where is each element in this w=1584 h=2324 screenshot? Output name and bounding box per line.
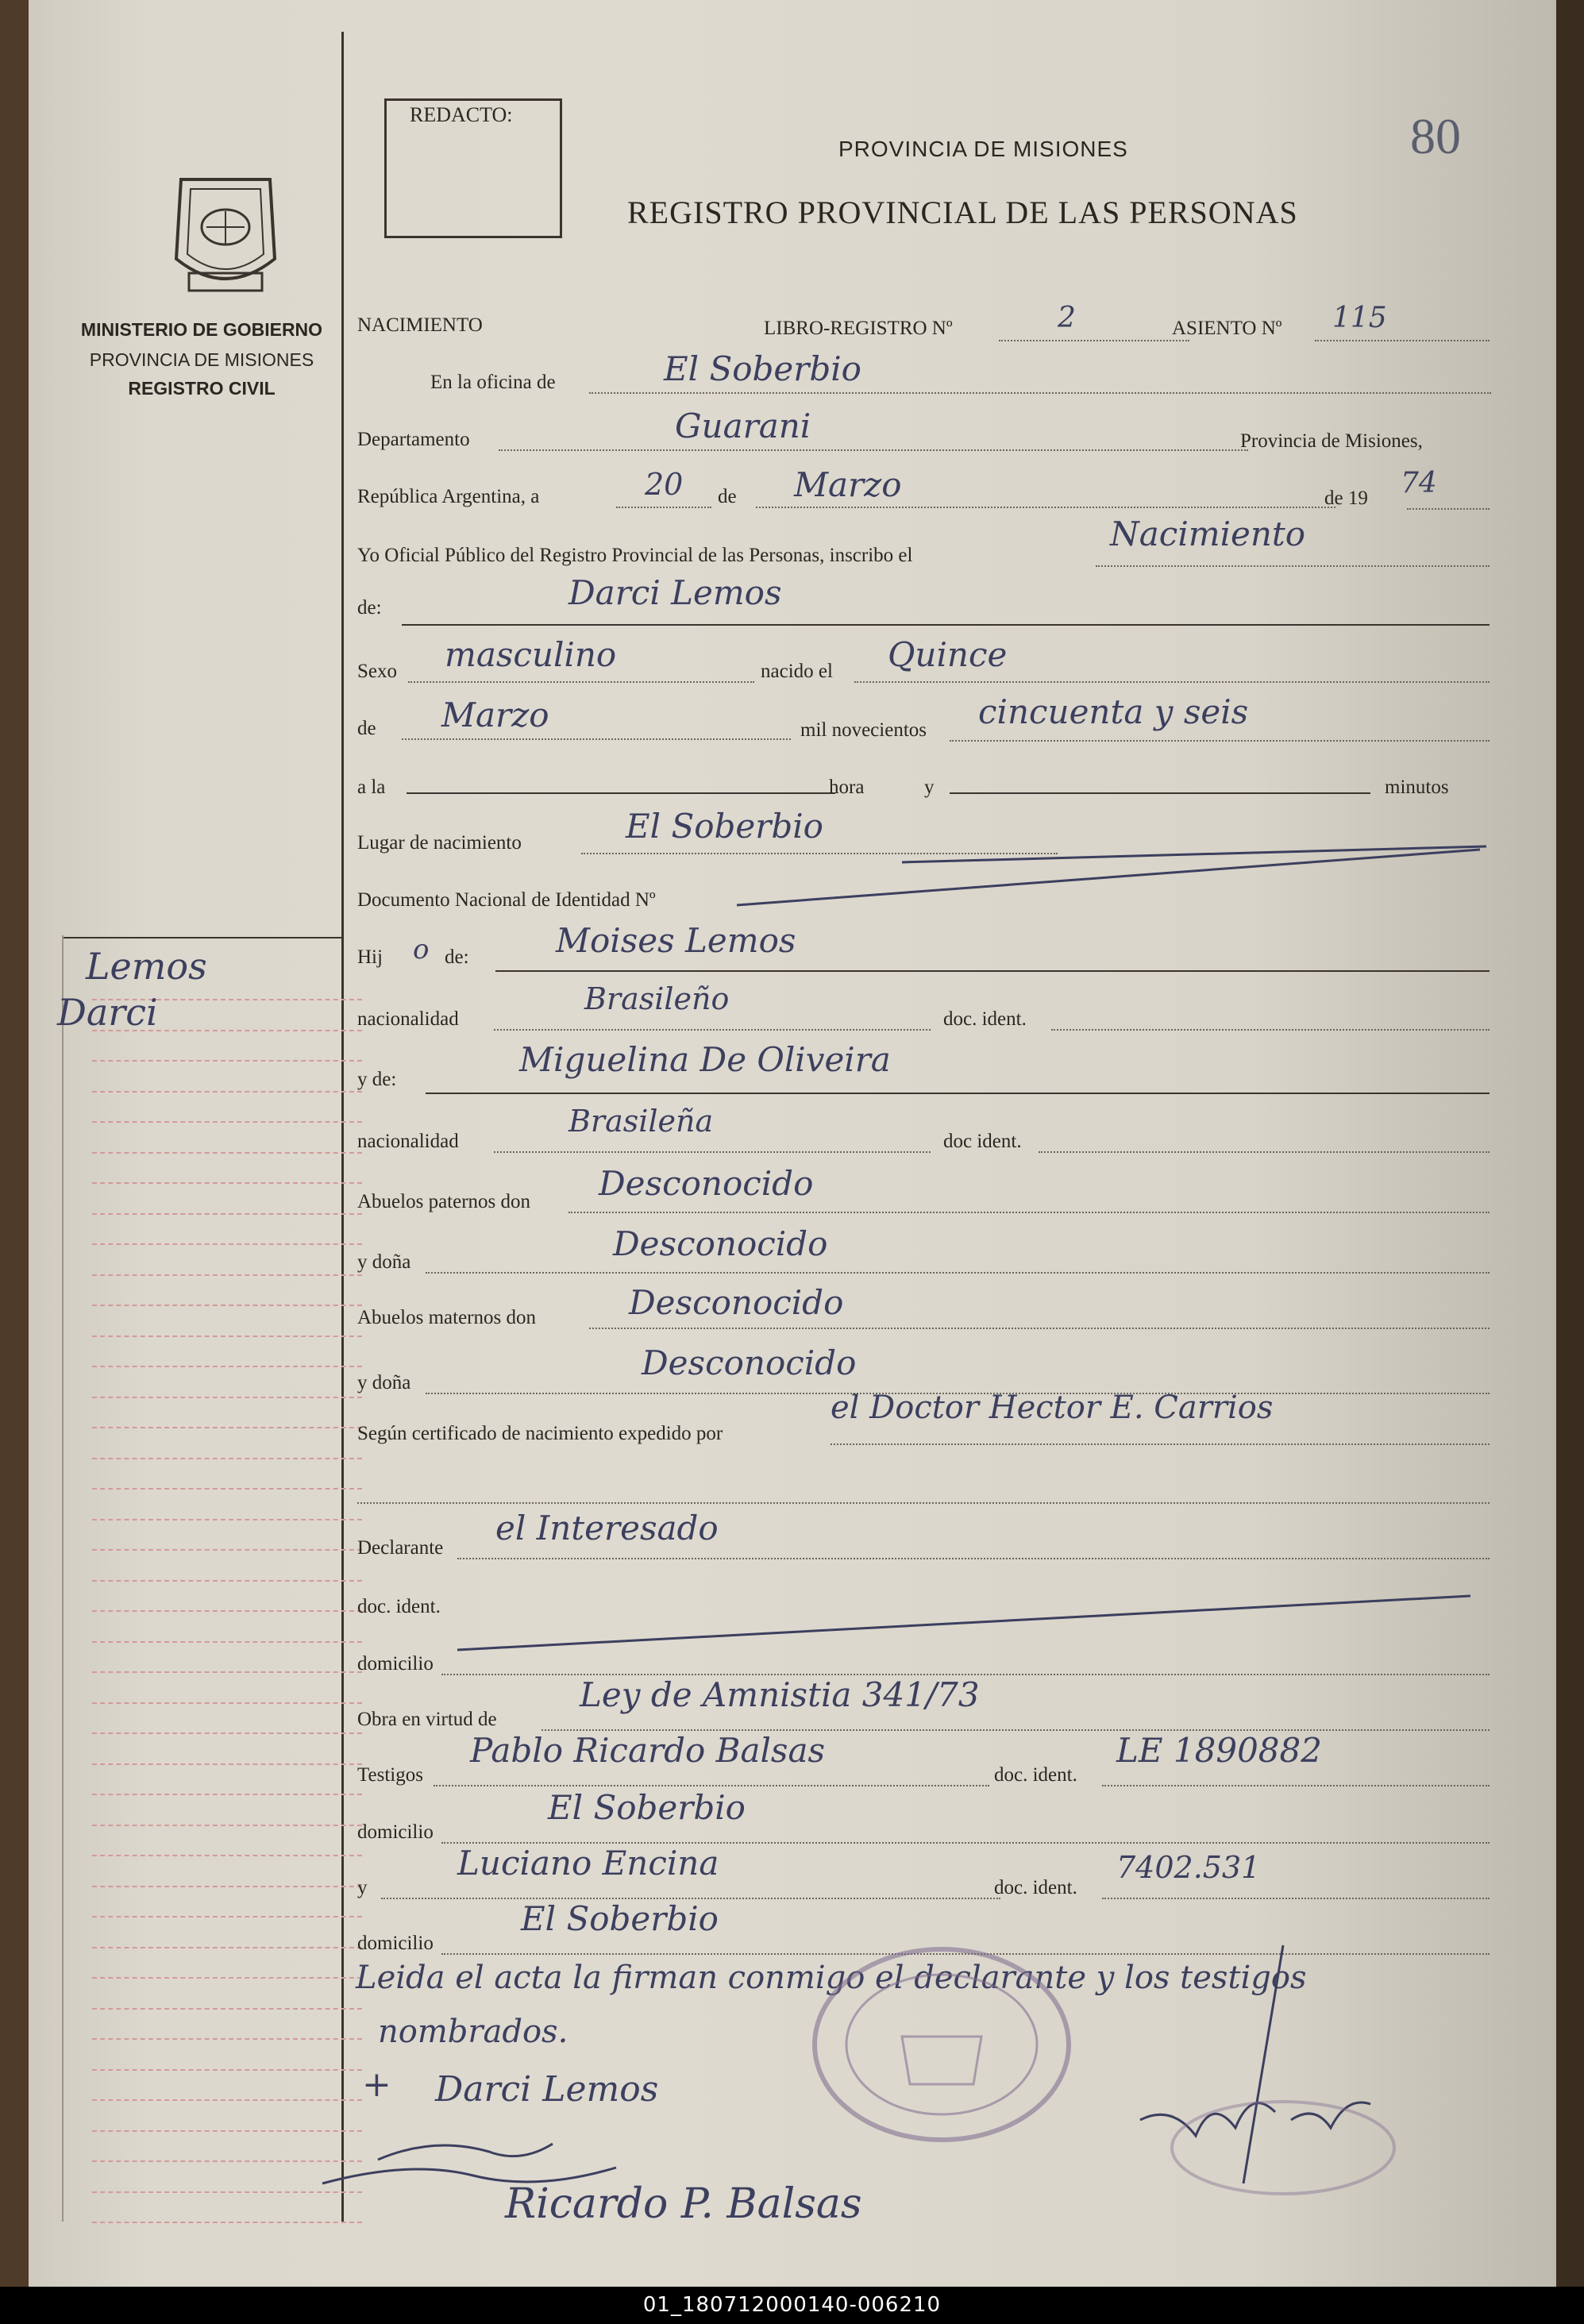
margin-rule-line [92,1182,362,1184]
hora-line [407,792,835,794]
margin-rule-line [92,1305,362,1306]
book-page-edge [1556,0,1584,2287]
minutos-label: minutos [1385,777,1449,798]
nacido-label: nacido el [761,661,833,682]
testigo2-dom-value: El Soberbio [521,1899,719,1938]
abuela-pat-value: Desconocido [613,1224,828,1263]
closing-line-1: Leida el acta la firman conmigo el declarante y los testigos [356,1960,1307,1996]
province-title: PROVINCIA DE MISIONES [838,137,1128,161]
margin-top-rule [64,937,341,938]
margin-rule-line [92,1732,362,1734]
ministry-line-2: PROVINCIA DE MISIONES [89,349,314,370]
oficina-value: El Soberbio [664,349,861,388]
testigo2-doc-line [1102,1898,1490,1899]
margin-note-surname: Lemos [86,945,207,988]
secondary-stamp-icon [1164,2096,1402,2199]
anio-nac-line [950,740,1490,742]
left-rule [62,935,64,2222]
padre-nac-label: nacionalidad [357,1008,459,1030]
abuelo-mat-line [589,1328,1490,1329]
nombre-label: de: [357,597,382,619]
certificado-label: Según certificado de nacimiento expedido por [357,1423,723,1444]
ministry-line-1: MINISTERIO DE GOBIERNO [80,319,323,340]
margin-rule-line [92,1060,362,1062]
mes-value: Marzo [794,465,902,504]
margin-note-name: Darci [57,991,158,1034]
sexo-value: masculino [445,635,617,674]
oficina-label: En la oficina de [430,372,556,393]
margin-rule-line [92,1213,362,1215]
certificado-line-2 [357,1502,1490,1504]
padre-doc-line [1051,1029,1490,1031]
testigo2-y-label: y [357,1877,368,1898]
nombre-line [402,624,1490,626]
abuelo-mat-value: Desconocido [629,1283,844,1322]
testigo1-line [434,1785,989,1786]
republica-label: República Argentina, a [357,486,540,507]
dni-strike-line [737,846,1483,911]
margin-rule-line [92,2222,362,2223]
margin-rule-line [92,1702,362,1704]
testigos-label: Testigos [357,1764,423,1786]
testigo2-domicilio-label: domicilio [357,1933,434,1954]
delegacion-stamp-icon [807,1941,1077,2148]
sexo-label: Sexo [357,661,397,682]
abuela-mat-value: Desconocido [642,1343,857,1382]
testigo2-doc-value: 7402.531 [1116,1850,1261,1885]
certificado-line [831,1443,1490,1445]
asiento-label: ASIENTO Nº [1172,318,1282,339]
testigo1-domicilio-label: domicilio [357,1821,434,1843]
margin-rule-line [92,1427,362,1428]
margin-rule-line [92,1335,362,1337]
testigo1-doc-value: LE 1890882 [1116,1731,1322,1770]
dia-value: 20 [645,467,684,502]
margin-rule-line [92,2099,362,2101]
padre-nac-value: Brasileño [584,981,730,1016]
padre-value: Moises Lemos [556,921,796,960]
margin-rule-line [92,1274,362,1276]
image-caption: 01_180712000140-006210 [0,2287,1584,2324]
padre-line [495,970,1490,972]
provincia-suffix: Provincia de Misiones, [1240,430,1423,452]
sexo-line [408,681,754,683]
madre-nac-value: Brasileña [568,1104,714,1139]
madre-label: y de: [357,1069,397,1090]
redacto-label: REDACTO: [410,103,513,126]
abuelos-pat-label: Abuelos paternos don [357,1191,531,1212]
abuelo-pat-value: Desconocido [599,1164,814,1203]
abuela-pat-line [426,1272,1490,1274]
margin-rule-line [92,1366,362,1367]
nombre-value: Darci Lemos [568,573,782,612]
libro-line [999,340,1189,341]
obra-value: Ley de Amnistia 341/73 [580,1675,980,1714]
anio-prefix: de 19 [1324,488,1368,509]
margin-rule-line [92,1091,362,1093]
nacido-value: Quince [888,635,1008,674]
record-type-label: NACIMIENTO [357,314,483,336]
coat-of-arms-seal-icon [165,172,286,299]
oficial-text: Yo Oficial Público del Registro Provincial de las Personas, inscribo el [357,545,913,566]
margin-rule-line [92,1947,362,1948]
departamento-label: Departamento [357,429,470,450]
madre-nac-line [494,1151,931,1153]
testigo1-doc-line [1102,1785,1490,1786]
libro-label: LIBRO-REGISTRO Nº [764,318,953,339]
margin-rule-line [92,1152,362,1154]
margin-rule-line [92,1886,362,1887]
closing-line-2: nombrados. [378,2014,568,2050]
asiento-line [1315,340,1490,341]
minutos-line [950,792,1370,794]
column-divider [341,32,344,2223]
declarante-doc-label: doc. ident. [357,1596,441,1617]
hijo-label-a: Hij [357,946,383,968]
declarante-signature: Darci Lemos [435,2069,659,2110]
mes-nac-value: Marzo [441,696,549,734]
mil-label: mil novecientos [800,719,927,741]
testigo2-doc-label: doc. ident. [994,1877,1077,1898]
margin-rule-line [92,2069,362,2071]
madre-line [426,1093,1490,1094]
padre-doc-label: doc. ident. [943,1008,1027,1030]
y-label: y [924,777,935,798]
anio-value: 74 [1401,467,1437,499]
margin-rule-line [92,1243,362,1245]
mes-nac-label: de [357,718,376,739]
departamento-value: Guarani [675,407,811,445]
asiento-value: 115 [1332,302,1387,334]
declarante-doc-strike [457,1593,1474,1656]
departamento-line [499,449,1248,451]
mes-nac-line [402,738,791,740]
folio-number: 80 [1410,108,1461,164]
madre-value: Miguelina De Oliveira [519,1040,891,1079]
abuela-mat-label: y doña [357,1372,411,1393]
certificado-value: el Doctor Hector E. Carrios [831,1389,1274,1426]
margin-rule-line [92,1641,362,1643]
testigo1-dom-value: El Soberbio [548,1788,746,1827]
testigo1-value: Pablo Ricardo Balsas [470,1731,826,1770]
margin-rule-line [92,1580,362,1582]
left-signature-scribble [314,2128,759,2199]
margin-rule-line [92,1855,362,1856]
margin-rule-line [92,1794,362,1795]
declarante-label: Declarante [357,1537,444,1559]
margin-rule-line [92,2038,362,2040]
margin-rule-line [92,1121,362,1123]
margin-rule-line [92,1519,362,1520]
madre-doc-line [1039,1151,1490,1153]
abuela-pat-label: y doña [357,1251,411,1273]
mes-line [756,507,1335,508]
margin-rule-line [92,1488,362,1490]
margin-rule-line [92,1610,362,1612]
margin-rule-line [92,1825,362,1826]
lugar-label: Lugar de nacimiento [357,832,522,854]
obra-label: Obra en virtud de [357,1709,497,1730]
margin-rule-line [92,1916,362,1917]
ministry-line-3: REGISTRO CIVIL [128,378,276,399]
inscribo-value: Nacimiento [1110,515,1306,553]
padre-nac-line [494,1029,931,1031]
margin-rule-line [92,1549,362,1551]
oficina-line [589,392,1491,394]
nacido-line [854,681,1490,683]
madre-nac-label: nacionalidad [357,1131,459,1152]
margin-rule-line [92,1458,362,1459]
anio-nac-value: cincuenta y seis [978,692,1249,731]
register-page [29,0,1556,2287]
book-binding-edge [0,0,29,2287]
libro-value: 2 [1058,302,1076,334]
testigo2-value: Luciano Encina [457,1844,719,1883]
lugar-value: El Soberbio [626,807,823,846]
hijo-o-value: o [413,934,430,965]
testigo1-doc-label: doc. ident. [994,1764,1077,1786]
ala-label: a la [357,777,386,798]
testigo-signature: Ricardo P. Balsas [505,2180,862,2228]
margin-rule-line [92,1671,362,1673]
de-label: de [718,486,737,507]
margin-rule-line [92,1397,362,1398]
madre-doc-label: doc ident. [943,1131,1022,1152]
margin-rule-line [92,1763,362,1765]
margin-rule-line [92,1977,362,1979]
dia-line [616,507,711,508]
registry-title: REGISTRO PROVINCIAL DE LAS PERSONAS [627,195,1298,230]
hora-label: hora [829,777,865,798]
abuelos-mat-label: Abuelos maternos don [357,1307,536,1328]
declarante-domicilio-label: domicilio [357,1653,434,1675]
declarante-line [457,1558,1490,1559]
inscribo-line [1096,565,1490,567]
abuelo-pat-line [568,1212,1490,1213]
cross-mark: + [362,2064,391,2105]
hijo-label-b: de: [445,946,469,968]
margin-rule-line [92,2008,362,2010]
declarante-value: el Interesado [495,1509,719,1547]
dni-label: Documento Nacional de Identidad Nº [357,889,656,911]
anio-line [1407,508,1490,510]
